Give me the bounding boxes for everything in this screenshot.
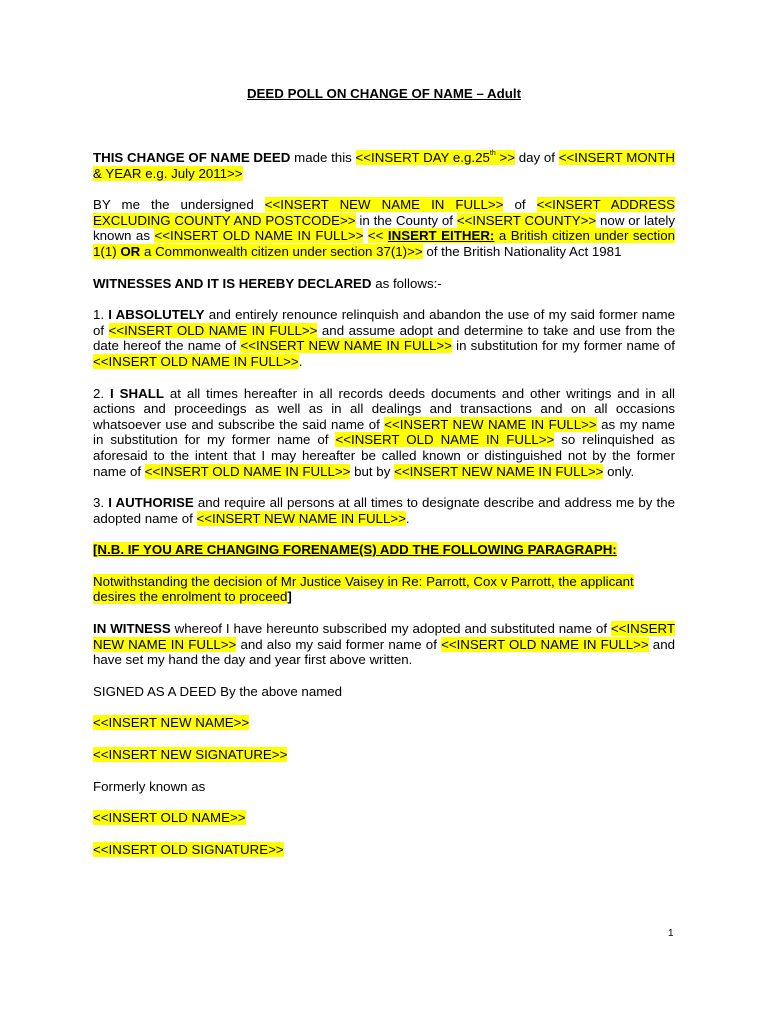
text-span: now or lately known as [93,212,675,244]
field-address: <<INSERT ADDRESS EXCLUDING COUNTY AND POSTCODE>> [93,197,675,228]
text-span: but by [350,463,395,479]
field-new-name: <<INSERT NEW NAME IN FULL>> [240,338,452,354]
text-span: whereof I have hereunto subscribed my adopted and substituted name of [170,621,611,637]
paragraph-undersigned [93,197,675,259]
signed-as-deed: SIGNED AS A DEED By the above named [93,683,343,699]
signing-new-name-line [93,715,675,731]
text-span: in the County of [355,212,457,228]
text-span: and assume adopt and determine to take and use from the date hereof the name of [93,322,675,354]
text-span: and require all persons at all times to designate describe and address me by the adopted name of [93,495,675,526]
text-span: day of [515,150,559,165]
text-span: of the British Nationality Act 1981 [422,243,622,259]
field-old-name: <<INSERT OLD NAME IN FULL>> [93,353,299,369]
paragraph-forename-note [93,542,675,558]
text-span: BY me the undersigned [93,197,265,213]
text-span: in substitution for my former name of [451,338,675,354]
text-span: so relinquished as aforesaid to the intent that I may hereafter be called known or distinguished not by the former name of [93,432,676,479]
field-new-name: <<INSERT NEW NAME IN FULL>> [394,463,604,479]
text-span: made this [290,150,356,165]
text-span: a British citizen under section 1(1) [93,228,675,259]
field-day-text: <<INSERT DAY e.g.25 [355,150,490,165]
field-new-name: <<INSERT NEW NAME IN FULL>> [264,197,504,213]
witnesses-lead: WITNESSES AND IT IS HEREBY DECLARED [93,275,372,291]
vaisey-text: Notwithstanding the decision of Mr Justice Vaisey in Re: Parrott, Cox v Parrott, the applicant desires the enrolment to proceed [93,573,634,605]
paragraph-clause-2 [93,386,675,480]
paragraph-witnesses [93,276,675,292]
text-span: of [503,197,537,213]
text-span: and entirely renounce relinquish and abandon the use of my said former name of [93,307,675,338]
paragraph-in-witness [93,621,675,668]
text-span: only. [603,463,635,479]
paragraph-deed-date [93,150,675,181]
document-body [93,150,675,873]
field-old-name-short: <<INSERT OLD NAME>> [93,810,246,826]
text-span: . [405,510,410,526]
page-number: 1 [668,928,674,939]
paragraph-clause-3 [93,495,675,526]
clause-number: 2. [93,385,111,401]
paragraph-clause-1 [93,307,675,369]
text-span: as my name in substitution for my former name of [93,416,675,448]
text-span: << [367,228,388,244]
closing-bracket: ] [287,589,292,605]
field-month-year: <<INSERT MONTH & YEAR e.g. July 2011>> [93,150,676,181]
field-old-name: <<INSERT OLD NAME IN FULL>> [154,228,364,244]
field-county: <<INSERT COUNTY>> [456,212,597,228]
clause-lead: I SHALL [110,385,164,401]
deed-lead: THIS CHANGE OF NAME DEED [93,150,291,165]
field-new-name: <<INSERT NEW NAME IN FULL>> [384,416,597,432]
field-old-name: <<INSERT OLD NAME IN FULL>> [441,636,649,652]
field-old-name: <<INSERT OLD NAME IN FULL>> [144,463,351,479]
field-new-name-short: <<INSERT NEW NAME>> [93,715,250,731]
signing-old-signature-line [93,842,675,858]
text-span: and also my said former name of [236,636,442,652]
field-old-name: <<INSERT OLD NAME IN FULL>> [335,432,555,448]
field-new-name: <<INSERT NEW NAME IN FULL>> [93,621,675,652]
or-label: OR [120,243,141,259]
clause-number: 1. [93,307,109,323]
signing-old-name-line [93,810,675,826]
in-witness-lead: IN WITNESS [93,621,171,637]
text-span: . [298,353,303,369]
paragraph-vaisey [93,574,675,605]
field-day-end: >> [495,150,515,165]
forename-note: [N.B. IF YOU ARE CHANGING FORENAME(S) ADD THE FOLLOWING PARAGRAPH: [93,542,617,558]
text-span: and have set my hand the day and year first above written. [93,636,675,668]
insert-either-label: INSERT EITHER: [387,228,495,244]
document-title [0,86,768,101]
text-span: as follows:- [371,275,442,291]
clause-lead: I ABSOLUTELY [108,307,205,323]
field-new-name: <<INSERT NEW NAME IN FULL>> [196,510,406,526]
clause-number: 3. [93,495,109,511]
formerly-known-as: Formerly known as [93,778,206,794]
field-old-signature: <<INSERT OLD SIGNATURE>> [93,841,284,857]
document-title-text: DEED POLL ON CHANGE OF NAME – Adult [246,86,522,101]
field-new-signature: <<INSERT NEW SIGNATURE>> [93,747,288,763]
field-day [356,150,515,165]
field-day-suffix: th [489,150,496,157]
signing-new-signature-line [93,747,675,763]
field-old-name: <<INSERT OLD NAME IN FULL>> [108,322,318,338]
text-span: a Commonwealth citizen under section 37(1)>> [140,243,423,259]
text-span: at all times hereafter in all records deeds documents and other writings and in all actions and proceedings as well as in all dealings and transactions and on all occasions whatsoever use and subscribe the said name of [93,385,675,432]
clause-lead: I AUTHORISE [108,495,194,511]
